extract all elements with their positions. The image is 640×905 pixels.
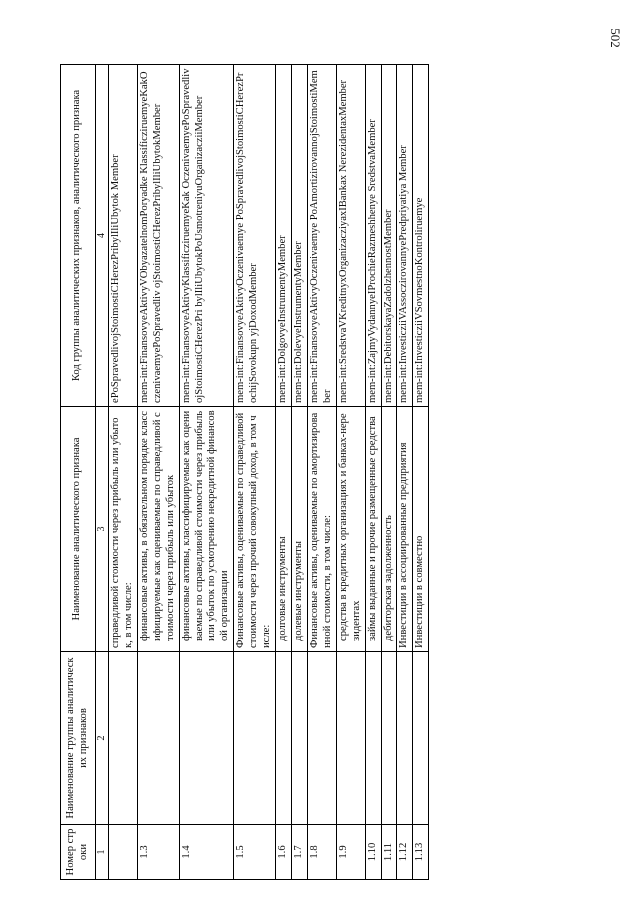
column-number: 3 bbox=[95, 407, 108, 652]
code-cell: mem-int:DolgovyeInstrumentyMember bbox=[276, 65, 292, 407]
row-number-cell: 1.7 bbox=[292, 825, 308, 880]
row-number-cell: 1.3 bbox=[137, 825, 179, 880]
attribute-name-cell: Инвестиции в совместно bbox=[413, 407, 429, 652]
table-row bbox=[381, 65, 397, 880]
attribute-name-cell: финансовые активы, в обязательном порядке классифицируемые как оцениваемые по справедливой стоимости через прибыль или убыток bbox=[137, 407, 179, 652]
header-group-name: Наименование группы аналитических признаков bbox=[61, 652, 96, 825]
group-name-cell bbox=[365, 652, 381, 825]
rotated-page-content bbox=[60, 65, 602, 880]
column-number: 2 bbox=[95, 652, 108, 825]
row-number-cell: 1.11 bbox=[381, 825, 397, 880]
group-name-cell bbox=[307, 652, 336, 825]
table-row bbox=[413, 65, 429, 880]
group-name-cell bbox=[109, 652, 138, 825]
attribute-name-cell: Финансовые активы, оцениваемые по справедливой стоимости через прочий совокупный доход, в том числе: bbox=[234, 407, 276, 652]
table-row bbox=[109, 65, 138, 880]
code-cell: mem-int:InvesticziiVAssoczirovannyePredpriyatiya Member bbox=[397, 65, 413, 407]
code-cell: mem-int:FinansovyeAktivyOczenivaemye PoAmortizirovannojStoimostiMember bbox=[307, 65, 336, 407]
group-name-cell bbox=[179, 652, 234, 825]
table-row bbox=[336, 65, 365, 880]
attribute-name-cell: долевые инструменты bbox=[292, 407, 308, 652]
table-row bbox=[276, 65, 292, 880]
table-row bbox=[179, 65, 234, 880]
attribute-name-cell: дебиторская задолженность bbox=[381, 407, 397, 652]
attribute-name-cell: Инвестиции в ассоциированные предприятия bbox=[397, 407, 413, 652]
table-row bbox=[365, 65, 381, 880]
row-number-cell: 1.6 bbox=[276, 825, 292, 880]
table-row bbox=[234, 65, 276, 880]
code-cell: mem-int:FinansovyeAktivyKlassificziruemyeKak OczenivaemyePoSpravedlivojStoimostiCHerezPri bylIliUbytokPoUsmotreniyuOrganizacziiMember bbox=[179, 65, 234, 407]
column-number-row bbox=[95, 65, 108, 880]
attribute-name-cell: долговые инструменты bbox=[276, 407, 292, 652]
group-name-cell bbox=[336, 652, 365, 825]
code-cell: mem-int:FinansovyeAktivyOczenivaemye PoSpravedlivojStoimostiCHerezProchijSovokupn yjDoxodMember bbox=[234, 65, 276, 407]
row-number-cell: 1.5 bbox=[234, 825, 276, 880]
attribute-name-cell: займы выданные и прочие размещенные средства bbox=[365, 407, 381, 652]
row-number-cell: 1.12 bbox=[397, 825, 413, 880]
code-cell: mem-int:ZajmyVydannyeIProchieRazmeshhenye SredstvaMember bbox=[365, 65, 381, 407]
attribute-name-cell: Финансовые активы, оцениваемые по амортизированной стоимости, в том числе: bbox=[307, 407, 336, 652]
group-name-cell bbox=[276, 652, 292, 825]
analytics-table bbox=[60, 64, 429, 880]
group-name-cell bbox=[397, 652, 413, 825]
group-name-cell bbox=[234, 652, 276, 825]
table-row bbox=[307, 65, 336, 880]
attribute-name-cell: финансовые активы, классифицируемые как оцениваемые по справедливой стоимости через прибыль или убыток по усмотрению некредитной финансовой организации bbox=[179, 407, 234, 652]
group-name-cell bbox=[413, 652, 429, 825]
row-number-cell: 1.4 bbox=[179, 825, 234, 880]
code-cell: mem-int:FinansovyeAktivyVObyazatelnomPoryadke KlassificziruemyeKakOczenivaemyePoSpravedliv ojStoimostiCHerezPribylIliUbytokMember bbox=[137, 65, 179, 407]
table-row bbox=[397, 65, 413, 880]
attribute-name-cell: справедливой стоимости через прибыль или убыток, в том числе: bbox=[109, 407, 138, 652]
row-number-cell: 1.9 bbox=[336, 825, 365, 880]
header-row bbox=[61, 65, 96, 880]
group-name-cell bbox=[137, 652, 179, 825]
row-number-cell: 1.8 bbox=[307, 825, 336, 880]
table-body bbox=[109, 65, 429, 880]
header-code: Код группы аналитических признаков, аналитического признака bbox=[61, 65, 96, 407]
code-cell: mem-int:InvesticziiVSovmestnoKontroliruemye bbox=[413, 65, 429, 407]
group-name-cell bbox=[381, 652, 397, 825]
code-cell: mem-int:DebitorskayaZadolzhennostMember bbox=[381, 65, 397, 407]
code-cell: mem-int:SredstvaVKreditnyxOrganizacziyaxIBankax NerezidentaxMember bbox=[336, 65, 365, 407]
attribute-name-cell: средства в кредитных организациях и банках-нерезидентах bbox=[336, 407, 365, 652]
header-row-number: Номер строки bbox=[61, 825, 96, 880]
code-cell: ePoSpravedlivojStoimostiCHerezPribylIliUbytok Member bbox=[109, 65, 138, 407]
table-row bbox=[292, 65, 308, 880]
group-name-cell bbox=[292, 652, 308, 825]
row-number-cell: 1.13 bbox=[413, 825, 429, 880]
header-attribute-name: Наименование аналитического признака bbox=[61, 407, 96, 652]
code-cell: mem-int:DolevyeInstrumentyMember bbox=[292, 65, 308, 407]
row-number-cell bbox=[109, 825, 138, 880]
table-row bbox=[137, 65, 179, 880]
page-number: 502 bbox=[608, 28, 623, 48]
column-number: 4 bbox=[95, 65, 108, 407]
row-number-cell: 1.10 bbox=[365, 825, 381, 880]
column-number: 1 bbox=[95, 825, 108, 880]
